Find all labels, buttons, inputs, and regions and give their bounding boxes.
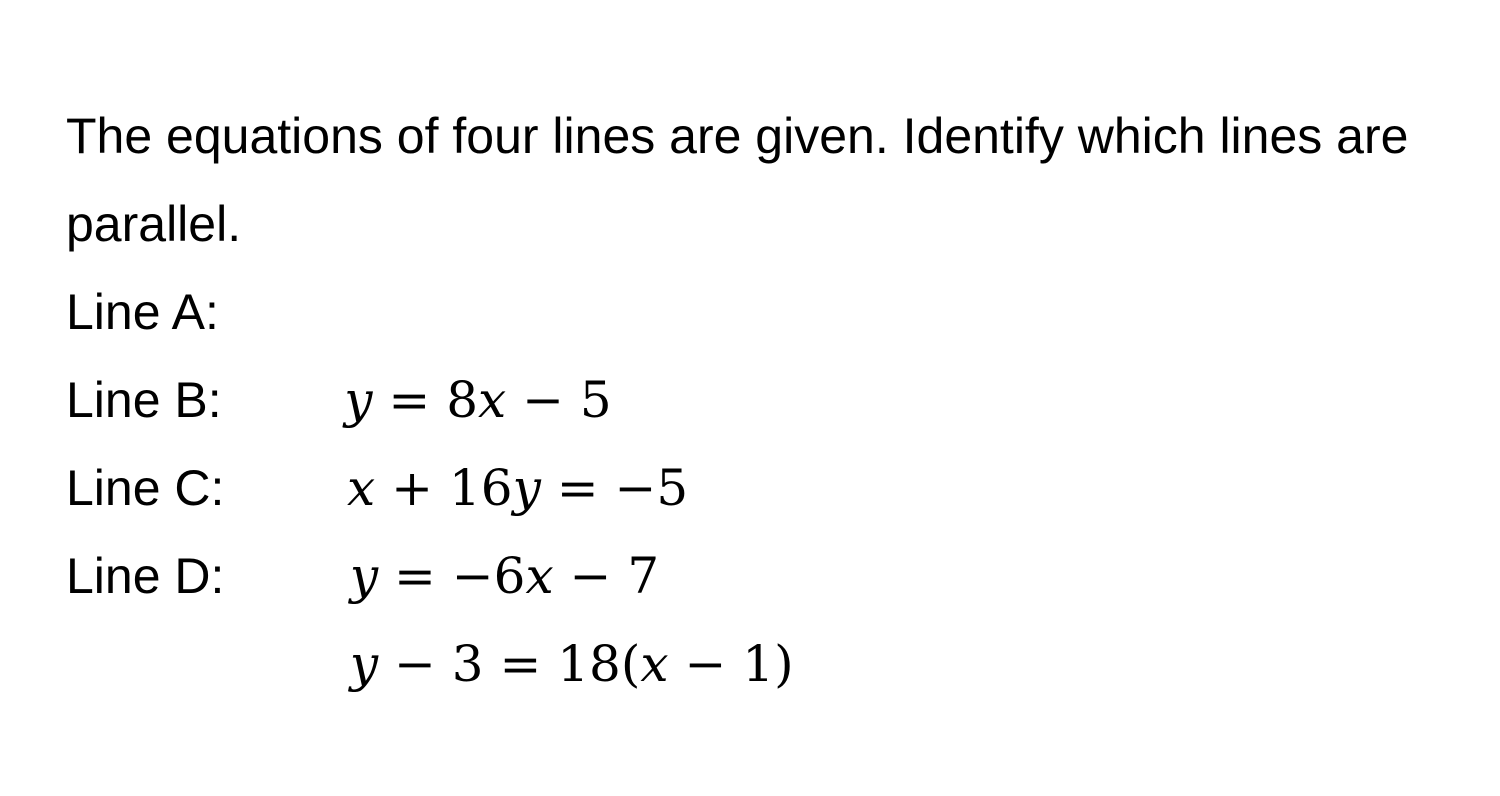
line-d-equation: y − 3 = 18(x − 1)	[349, 635, 794, 693]
problem-content	[66, 92, 1446, 693]
line-b-label: Line B:	[66, 372, 222, 428]
line-c-label: Line C:	[66, 460, 225, 516]
line-c-equation: y = −6x − 7	[349, 547, 660, 605]
line-b-equation: x + 16y = −5	[347, 459, 689, 517]
line-d-row	[66, 532, 1446, 693]
line-d-label: Line D:	[66, 548, 225, 604]
problem-prompt: The equations of four lines are given. Identify which lines are parallel.	[66, 108, 1409, 252]
line-a-equation: y = 8x − 5	[344, 371, 612, 429]
line-a-label: Line A:	[66, 284, 219, 340]
